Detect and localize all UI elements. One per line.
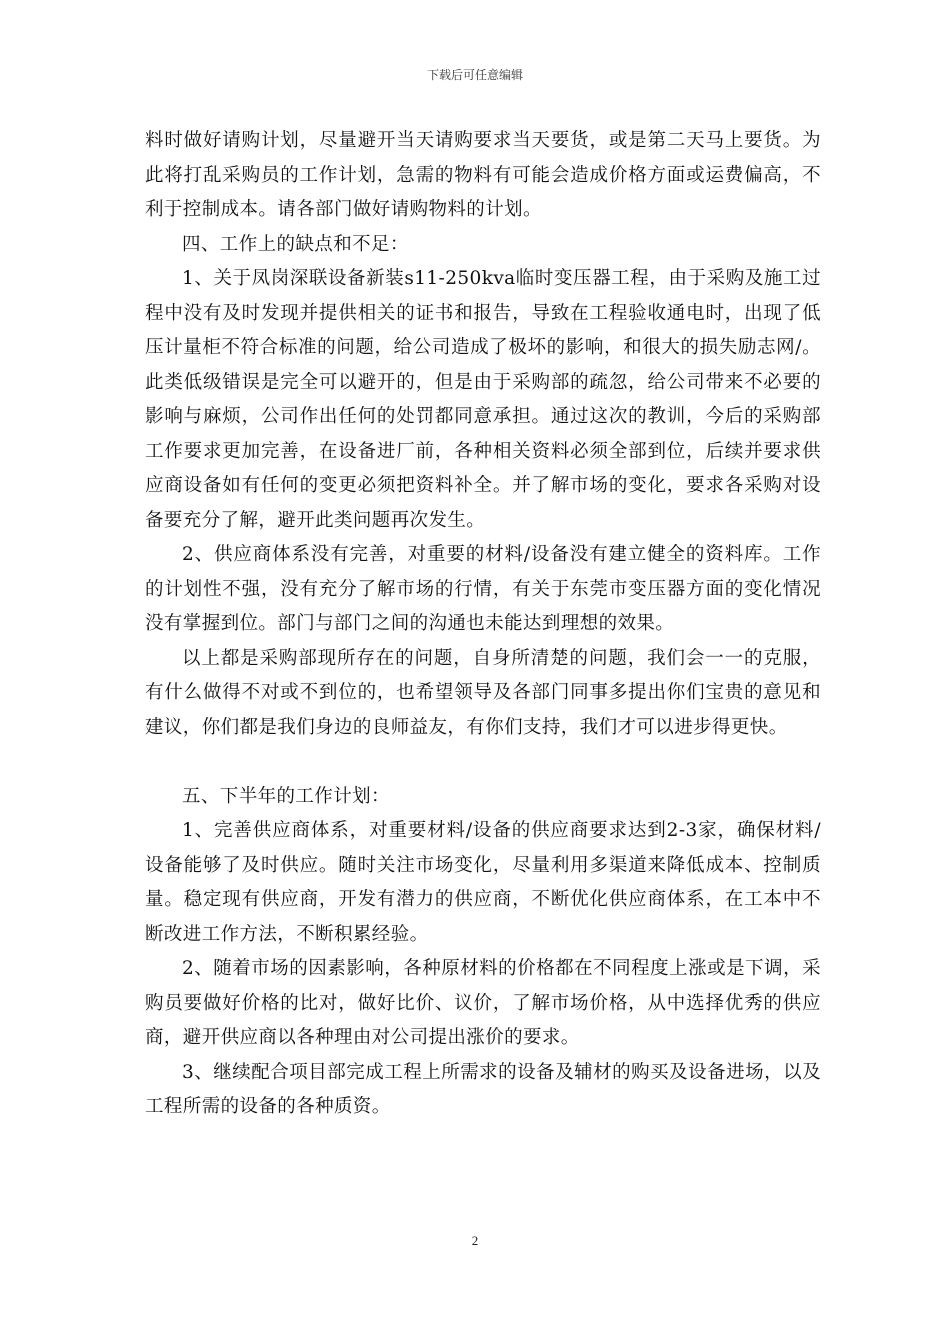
document-body (145, 124, 821, 1125)
section-heading-plan: 五、下半年的工作计划： (182, 785, 390, 807)
paragraph-spacer (145, 745, 821, 780)
paragraph-plan-3: 3、继续配合项目部完成工程上所需求的设备及辅材的购买及设备进场，以及工程所需的设备的各种质资。 (145, 1061, 821, 1117)
page-number: 2 (471, 1233, 479, 1248)
paragraph-shortcoming-2: 2、供应商体系没有完善，对重要的材料/设备没有建立健全的资料库。工作的计划性不强，没有充分了解市场的行情，有关于东莞市变压器方面的变化情况没有掌握到位。部门与部门之间的沟通也未能达到理想的效果。 (145, 544, 821, 634)
paragraph-summary: 以上都是采购部现所存在的问题，自身所清楚的问题，我们会一一的克服，有什么做得不对或不到位的，也希望领导及各部门同事多提出你们宝贵的意见和建议，你们都是我们身边的良师益友，有你们支持，我们才可以进步得更快。 (145, 647, 821, 738)
paragraph-continuation: 料时做好请购计划，尽量避开当天请购要求当天要货，或是第二天马上要货。为此将打乱采购员的工作计划，急需的物料有可能会造成价格方面或运费偏高，不利于控制成本。请各部门做好请购物料的计划。 (145, 130, 821, 220)
paragraph-shortcoming-1: 1、关于凤岗深联设备新装s11-250kva临时变压器工程，由于采购及施工过程中没有及时发现并提供相关的证书和报告，导致在工程验收通电时，出现了低压计量柜不符合标准的问题，给公司造成了极坏的影响，和很大的损失励志网/。此类低级错误是完全可以避开的，但是由于采购部的疏忽，给公司带来不必要的影响与麻烦，公司作出任何的处罚都同意承担。通过这次的教训，今后的采购部工作要求更加完善，在设备进厂前，各种相关资料必须全部到位，后续并要求供应商设备如有任何的变更必须把资料补全。并了解市场的变化，要求各采购对设备要充分了解，避开此类问题再次发生。 (145, 268, 821, 531)
section-heading-shortcomings: 四、工作上的缺点和不足： (182, 233, 409, 255)
paragraph-plan-1: 1、完善供应商体系，对重要材料/设备的供应商要求达到2-3家，确保材料/设备能够了及时供应。随时关注市场变化，尽量利用多渠道来降低成本、控制质量。稳定现有供应商，开发有潜力的供应商，不断优化供应商体系，在工本中不断改进工作方法，不断积累经验。 (145, 820, 821, 945)
paragraph-plan-2: 2、随着市场的因素影响，各种原材料的价格都在不同程度上涨或是下调，采购员要做好价格的比对，做好比价、议价，了解市场价格，从中选择优秀的供应商，避开供应商以各种理由对公司提出涨价的要求。 (145, 958, 821, 1048)
page-header: 下载后可任意编辑 (426, 68, 523, 82)
